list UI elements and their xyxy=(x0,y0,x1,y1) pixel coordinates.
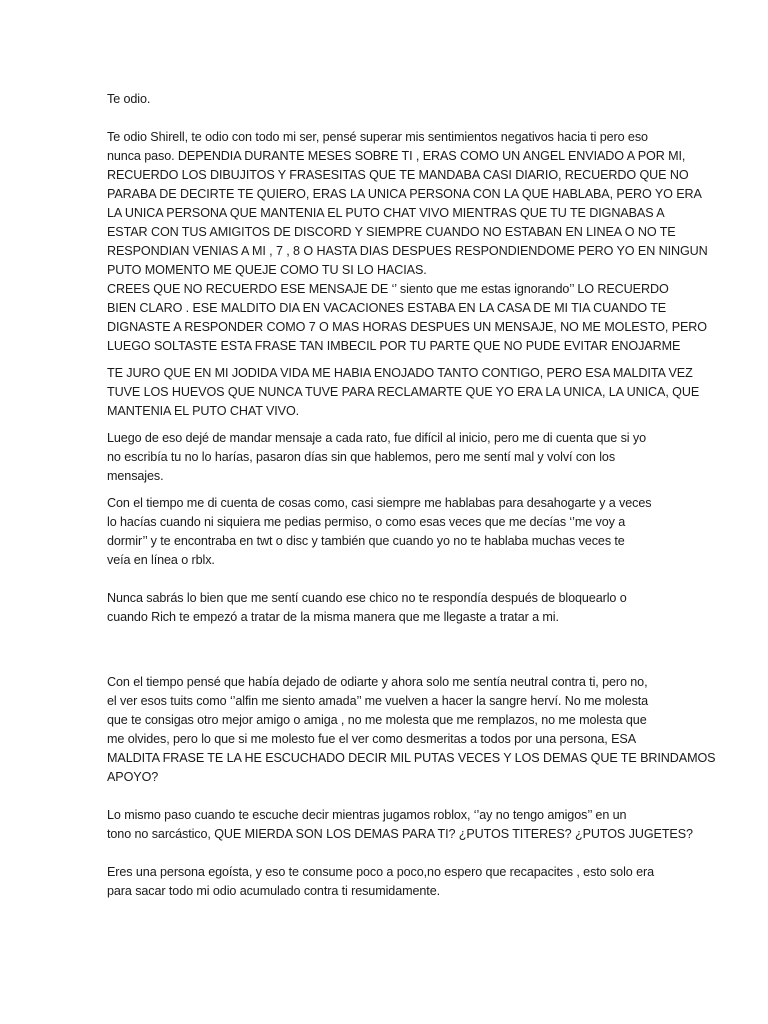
document-page xyxy=(107,90,716,901)
text-line: Nunca sabrás lo bien que me sentí cuando ese chico no te respondía después de bloquearlo o xyxy=(107,591,627,605)
spacer xyxy=(107,654,667,673)
paragraph-6 xyxy=(107,673,716,787)
spacer xyxy=(107,486,667,494)
spacer xyxy=(107,421,667,429)
text-line: nunca paso. DEPENDIA DURANTE MESES SOBRE TI , ERAS COMO UN ANGEL ENVIADO A POR MI, xyxy=(107,149,686,163)
text-line: TUVE LOS HUEVOS QUE NUNCA TUVE PARA RECLAMARTE QUE YO ERA LA UNICA, LA UNICA, QUE xyxy=(107,385,700,399)
text-line: mensajes. xyxy=(107,469,164,483)
paragraph-7 xyxy=(107,806,693,844)
paragraph-4 xyxy=(107,494,667,570)
text-line: BIEN CLARO . ESE MALDITO DIA EN VACACIONES ESTABA EN LA CASA DE MI TIA CUANDO TE xyxy=(107,301,667,315)
title-line: Te odio. xyxy=(107,92,151,106)
text-line: para sacar todo mi odio acumulado contra ti resumidamente. xyxy=(107,884,441,898)
text-line: APOYO? xyxy=(107,770,159,784)
text-line: RESPONDIAN VENIAS A MI , 7 , 8 O HASTA DIAS DESPUES RESPONDIENDOME PERO YO EN NINGUN xyxy=(107,244,708,258)
text-line: MANTENIA EL PUTO CHAT VIVO. xyxy=(107,404,300,418)
text-line: tono no sarcástico, QUE MIERDA SON LOS DEMAS PARA TI? ¿PUTOS TITERES? ¿PUTOS JUGETES? xyxy=(107,827,693,841)
text-line: Lo mismo paso cuando te escuche decir mientras jugamos roblox, ‘’ay no tengo amigos’’ en un xyxy=(107,808,627,822)
text-line: que te consigas otro mejor amigo o amiga , no me molesta que me remplazos, no me molesta que xyxy=(107,713,647,727)
text-line: no escribía tu no lo harías, pasaron días sin que hablemos, pero me sentí mal y volví con los xyxy=(107,450,616,464)
spacer xyxy=(107,787,667,806)
text-line: DIGNASTE A RESPONDER COMO 7 O MAS HORAS DESPUES UN MENSAJE, NO ME MOLESTO, PERO xyxy=(107,320,707,334)
text-line: Eres una persona egoísta, y eso te consume poco a poco,no espero que recapacites , esto solo era xyxy=(107,865,654,879)
text-line: Con el tiempo pensé que había dejado de odiarte y ahora solo me sentía neutral contra ti, pero no, xyxy=(107,675,648,689)
text-line: LUEGO SOLTASTE ESTA FRASE TAN IMBECIL POR TU PARTE QUE NO PUDE EVITAR ENOJARME xyxy=(107,339,681,353)
spacer xyxy=(107,844,667,863)
text-line: PUTO MOMENTO ME QUEJE COMO TU SI LO HACIAS. xyxy=(107,263,427,277)
text-line: PARABA DE DECIRTE TE QUIERO, ERAS LA UNICA PERSONA CON LA QUE HABLABA, PERO YO ERA xyxy=(107,187,702,201)
text-line: veía en línea o rblx. xyxy=(107,553,215,567)
text-line: MALDITA FRASE TE LA HE ESCUCHADO DECIR MIL PUTAS VECES Y LOS DEMAS QUE TE BRINDAMOS xyxy=(107,751,716,765)
text-line: el ver esos tuits como ‘’alfin me siento amada’’ me vuelven a hacer la sangre herví. No me molesta xyxy=(107,694,649,708)
paragraph-3 xyxy=(107,429,667,486)
text-line: Te odio Shirell, te odio con todo mi ser, pensé superar mis sentimientos negativos hacia ti pero eso xyxy=(107,130,648,144)
document-title xyxy=(107,90,667,109)
text-line: cuando Rich te empezó a tratar de la misma manera que me llegaste a tratar a mi. xyxy=(107,610,559,624)
text-line: ESTAR CON TUS AMIGITOS DE DISCORD Y SIEMPRE CUANDO NO ESTABAN EN LINEA O NO TE xyxy=(107,225,676,239)
paragraph-2 xyxy=(107,364,700,421)
paragraph-8 xyxy=(107,863,667,901)
spacer xyxy=(107,109,667,128)
text-line: dormir’’ y te encontraba en twt o disc y también que cuando yo no te hablaba muchas veces te xyxy=(107,534,625,548)
paragraph-1 xyxy=(107,128,708,356)
text-line: LA UNICA PERSONA QUE MANTENIA EL PUTO CHAT VIVO MIENTRAS QUE TU TE DIGNABAS A xyxy=(107,206,665,220)
text-line: RECUERDO LOS DIBUJITOS Y FRASESITAS QUE TE MANDABA CASI DIARIO, RECUERDO QUE NO xyxy=(107,168,689,182)
text-line: lo hacías cuando ni siquiera me pedias permiso, o como esas veces que me decías ‘’me voy a xyxy=(107,515,626,529)
text-line: CREES QUE NO RECUERDO ESE MENSAJE DE ‘’ siento que me estas ignorando’’ LO RECUERDO xyxy=(107,282,669,296)
text-line: Con el tiempo me di cuenta de cosas como, casi siempre me hablabas para desahogarte y a veces xyxy=(107,496,652,510)
text-line: me olvides, pero lo que si me molesto fue el ver como desmeritas a todos por una persona, ESA xyxy=(107,732,637,746)
spacer xyxy=(107,570,667,589)
spacer xyxy=(107,627,667,654)
text-line: TE JURO QUE EN MI JODIDA VIDA ME HABIA ENOJADO TANTO CONTIGO, PERO ESA MALDITA VEZ xyxy=(107,366,693,380)
spacer xyxy=(107,356,667,364)
text-line: Luego de eso dejé de mandar mensaje a cada rato, fue difícil al inicio, pero me di cuenta que si yo xyxy=(107,431,646,445)
paragraph-5 xyxy=(107,589,667,627)
